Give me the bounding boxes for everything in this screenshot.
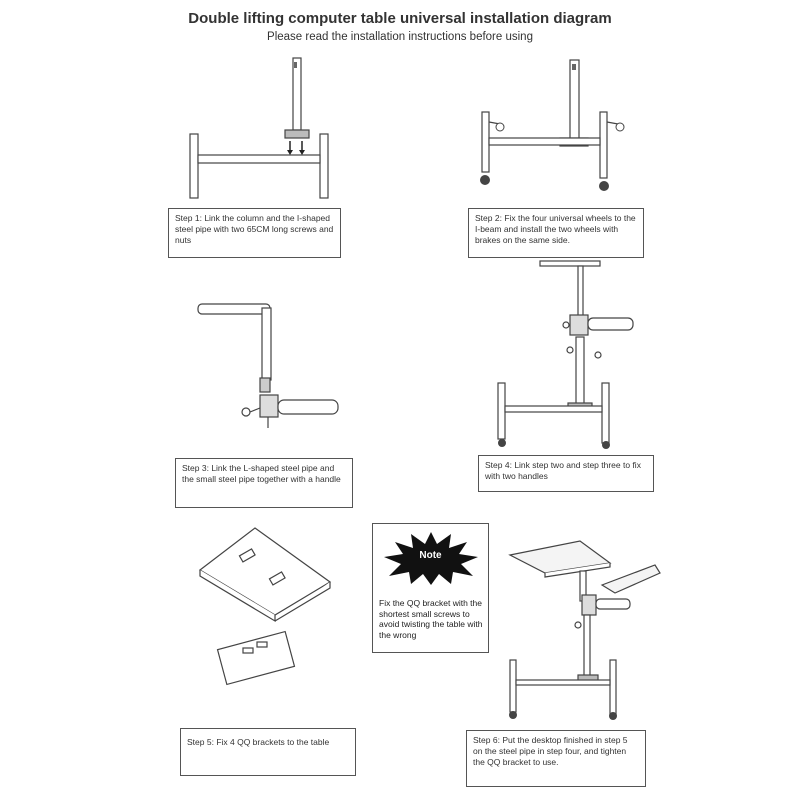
step-4-label: Step 4: bbox=[485, 460, 512, 470]
step-5-text: Fix 4 QQ brackets to the table bbox=[216, 737, 330, 747]
step-1-caption bbox=[168, 208, 341, 258]
diagram-title: Double lifting computer table universal installation diagram bbox=[188, 10, 612, 27]
step-5-illustration bbox=[195, 520, 340, 690]
step-2-text: Fix the four universal wheels to the I-beam and install the two wheels with brakes on the same side. bbox=[475, 213, 636, 245]
step-4-illustration bbox=[480, 255, 650, 450]
step-1-illustration bbox=[180, 52, 340, 202]
step-1-text: Link the column and the I-shaped steel pipe with two 65CM long screws and nuts bbox=[175, 213, 334, 245]
step-6-illustration bbox=[490, 535, 670, 720]
step-3-text: Link the L-shaped steel pipe and the small steel pipe together with a handle bbox=[182, 463, 341, 484]
step-2-label: Step 2: bbox=[475, 213, 502, 223]
step-6-caption bbox=[466, 730, 646, 787]
step-6-label: Step 6: bbox=[473, 735, 500, 745]
step-3-label: Step 3: bbox=[182, 463, 209, 473]
note-box bbox=[372, 523, 489, 653]
step-6-text: Put the desktop finished in step 5 on the steel pipe in step four, and tighten the QQ bracket to use. bbox=[473, 735, 628, 767]
step-4-caption bbox=[478, 455, 654, 492]
step-2-illustration bbox=[470, 52, 640, 202]
diagram-subtitle: Please read the installation instructions before using bbox=[267, 31, 533, 43]
note-text: Fix the QQ bracket with the shortest small screws to avoid twisting the table with the wrong bbox=[379, 598, 483, 640]
note-label: Note bbox=[419, 550, 442, 561]
step-3-caption bbox=[175, 458, 353, 508]
step-1-label: Step 1: bbox=[175, 213, 202, 223]
step-4-text: Link step two and step three to fix with two handles bbox=[485, 460, 641, 481]
step-5-caption bbox=[180, 728, 356, 776]
step-2-caption bbox=[468, 208, 644, 258]
step-5-label: Step 5: bbox=[187, 737, 214, 747]
step-3-illustration bbox=[190, 300, 350, 435]
